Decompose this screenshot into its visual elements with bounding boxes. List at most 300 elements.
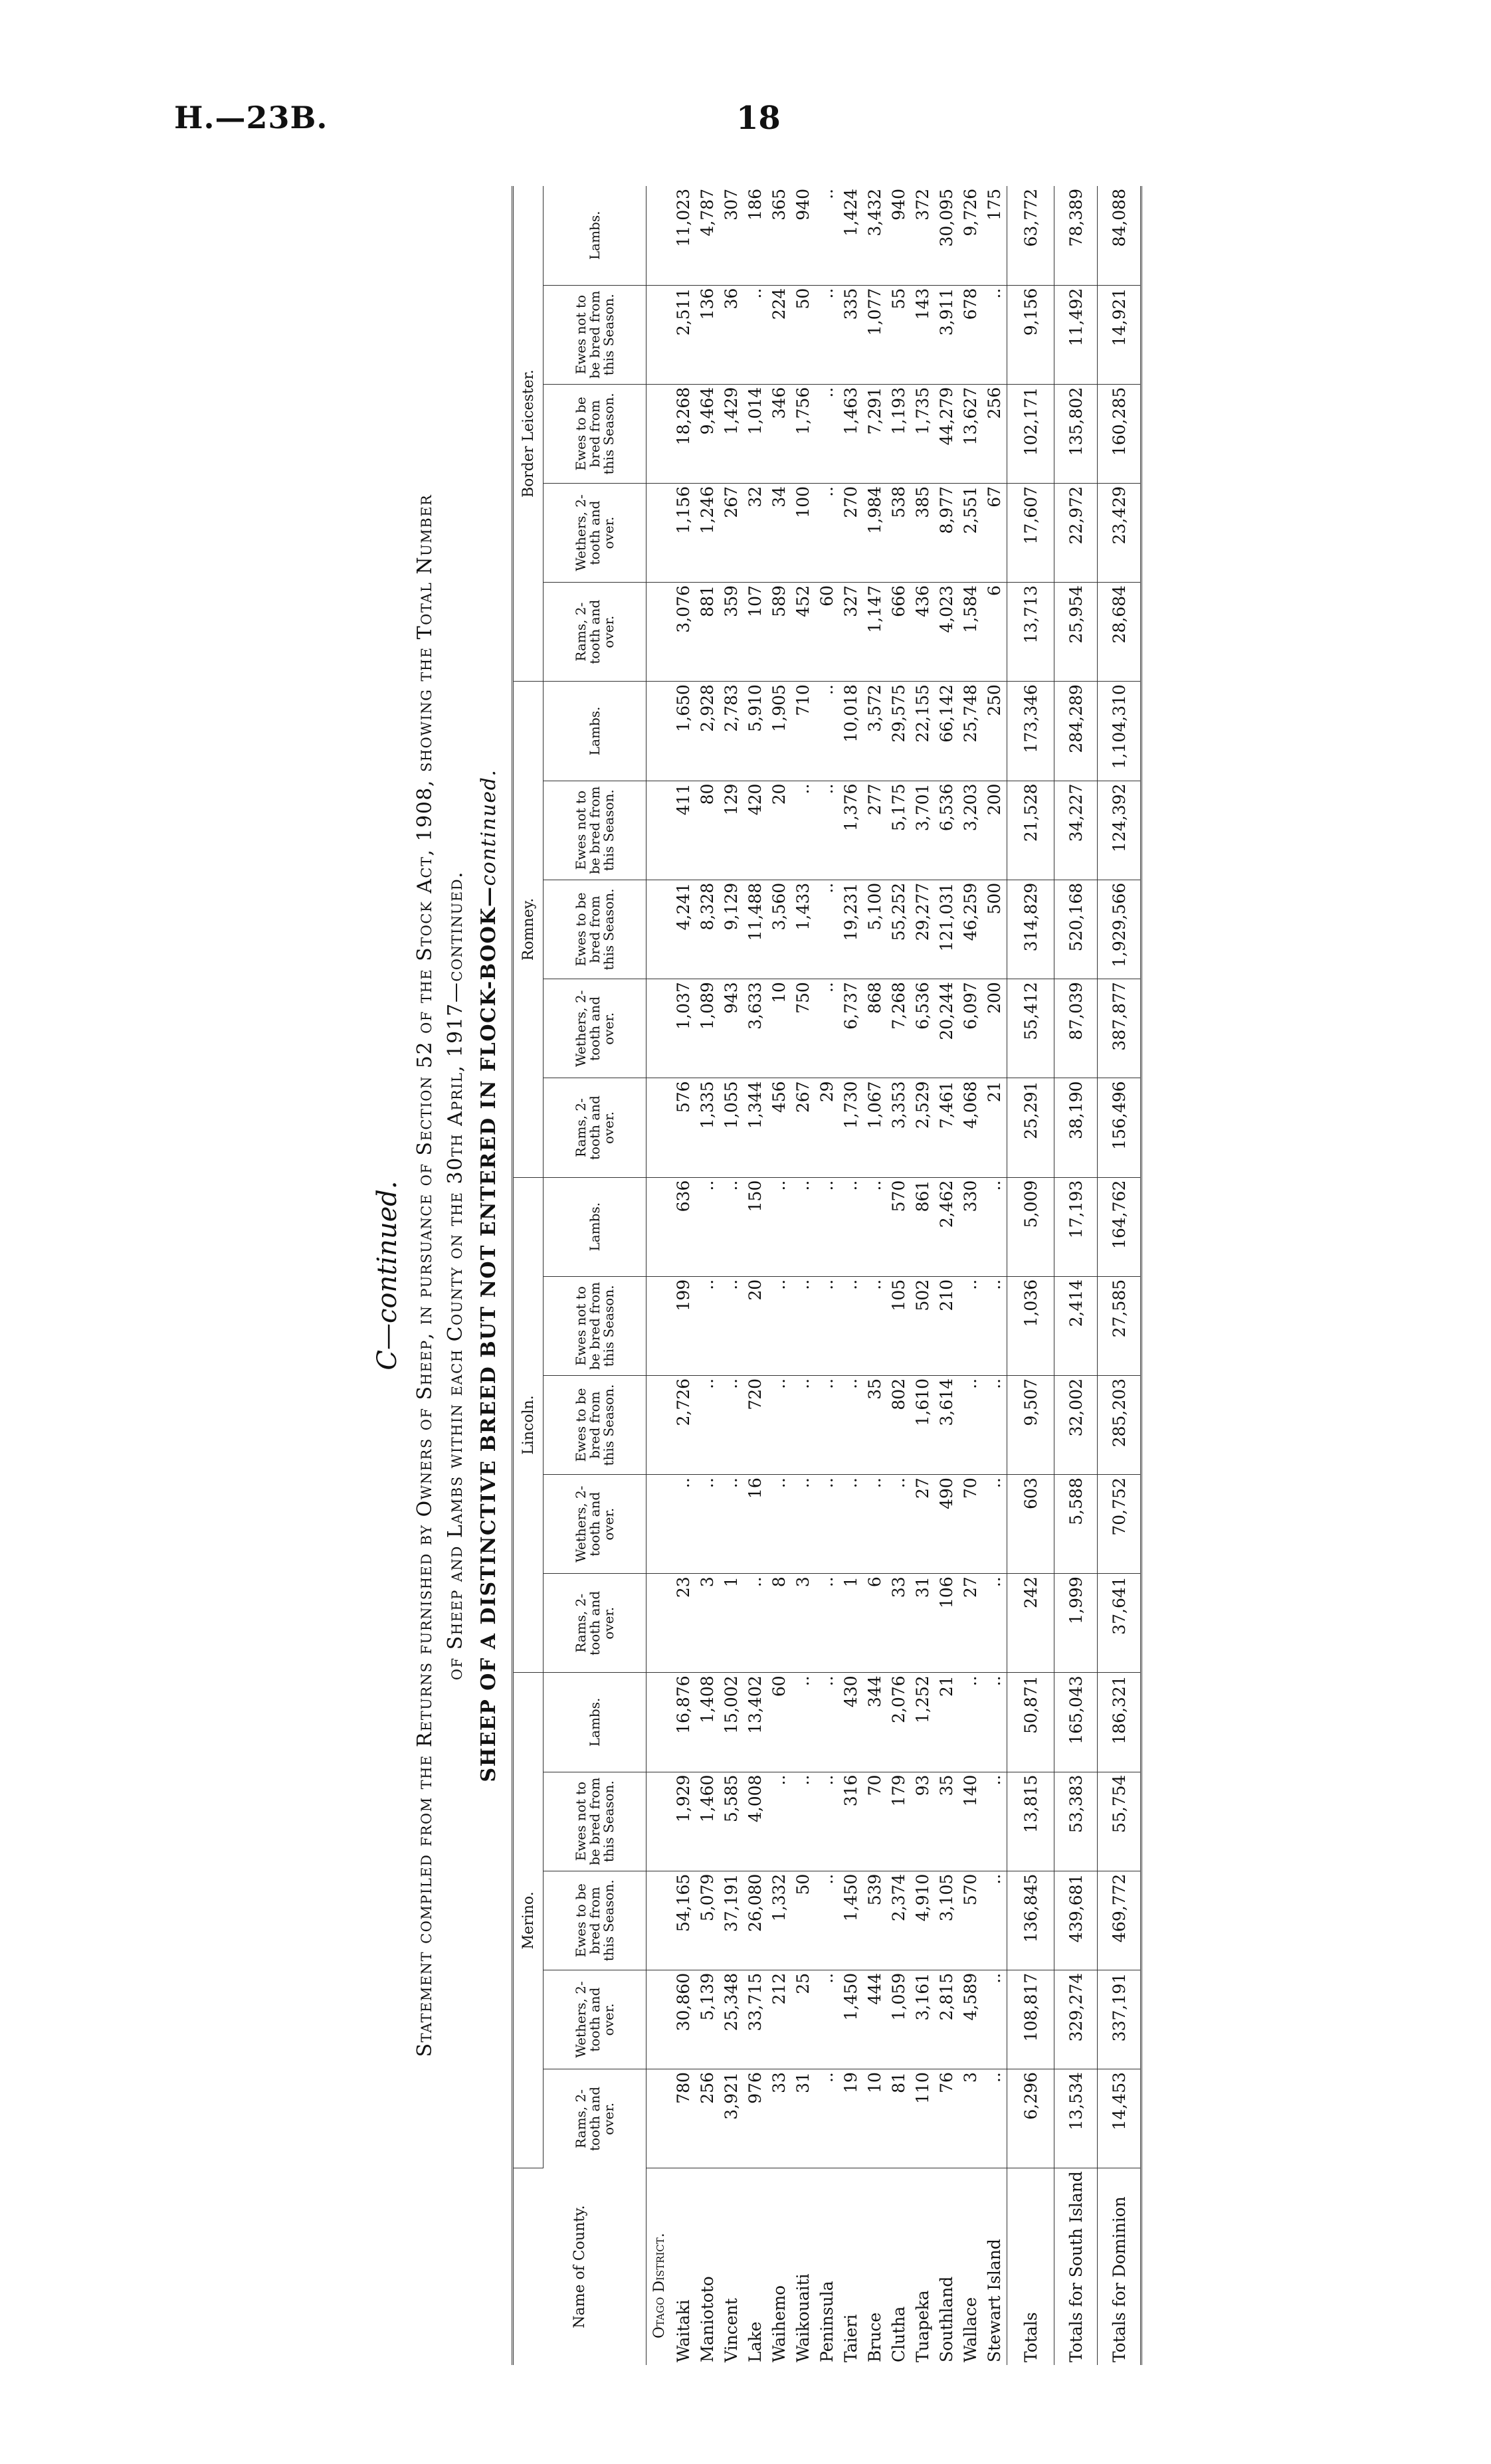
table-cell: 1,147: [863, 583, 887, 682]
table-cell: ..: [815, 1276, 839, 1375]
table-cell: 1,376: [839, 781, 863, 880]
table-cell: 55,754: [1098, 1772, 1142, 1871]
table-cell: 337,191: [1098, 1970, 1142, 2069]
table-cell: ..: [767, 1375, 791, 1474]
table-cell: 750: [791, 979, 815, 1078]
table-subheading-text: SHEEP OF A DISTINCTIVE BREED BUT NOT ENTERED IN FLOCK-BOOK—: [477, 886, 500, 1782]
table-cell: 9,464: [696, 384, 720, 483]
table-cell: 267: [720, 483, 744, 582]
county-name: Totals for Dominion: [1098, 2168, 1142, 2365]
county-name: Maniototo: [698, 2276, 717, 2362]
table-cell: 2,928: [696, 682, 720, 781]
table-cell: 186: [744, 186, 767, 285]
table-cell: 13,627: [959, 384, 983, 483]
table-cell: 1: [720, 1574, 744, 1673]
county-name: Wallace: [961, 2297, 980, 2362]
table-cell: 6: [863, 1574, 887, 1673]
table-cell: 81: [887, 2069, 911, 2168]
subcolumn-header: Rams, 2-tooth and over.: [544, 583, 646, 682]
table-cell: 539: [863, 1871, 887, 1970]
table-cell: 1,905: [767, 682, 791, 781]
table-cell: 2,783: [720, 682, 744, 781]
table-cell: 30,095: [935, 186, 959, 285]
table-cell: 50: [791, 285, 815, 384]
table-cell: 1,037: [672, 979, 696, 1078]
table-cell: 3: [959, 2069, 983, 2168]
table-cell: [646, 384, 672, 483]
table-cell: 121,031: [935, 880, 959, 979]
table-cell: 365: [767, 186, 791, 285]
table-row: [696, 186, 720, 2365]
subcolumn-header: Ewes not to be bred from this Season.: [544, 781, 646, 880]
table-cell: ..: [983, 1375, 1007, 1474]
table-cell: 26,080: [744, 1871, 767, 1970]
table-cell: [646, 2069, 672, 2168]
table-cell: 3,353: [887, 1078, 911, 1177]
table-cell: 1,450: [839, 1970, 863, 2069]
table-cell: ..: [839, 1177, 863, 1276]
table-cell: 5,100: [863, 880, 887, 979]
page-number: 18: [736, 100, 781, 137]
table-cell: 20,244: [935, 979, 959, 1078]
sheep-statistics-table: [512, 186, 1142, 2365]
county-name: Peninsula: [817, 2281, 837, 2362]
table-cell: 60: [815, 583, 839, 682]
table-cell: 1: [839, 1574, 863, 1673]
county-name: Lake: [746, 2321, 765, 2362]
table-cell: 1,999: [1054, 1574, 1098, 1673]
table-cell: 1,193: [887, 384, 911, 483]
table-cell: 46,259: [959, 880, 983, 979]
table-cell: 27,585: [1098, 1276, 1142, 1375]
table-cell: 1,756: [791, 384, 815, 483]
table-cell: ..: [815, 1375, 839, 1474]
table-cell: 1,089: [696, 979, 720, 1078]
subcolumn-header: Ewes to be bred from this Season.: [544, 880, 646, 979]
table-cell: 70: [863, 1772, 887, 1871]
table-cell: 359: [720, 583, 744, 682]
table-cell: 6,737: [839, 979, 863, 1078]
table-cell: 1,460: [696, 1772, 720, 1871]
table-cell: 4,068: [959, 1078, 983, 1177]
table-cell: 20: [767, 781, 791, 880]
table-cell: ..: [696, 1475, 720, 1574]
table-cell: 444: [863, 1970, 887, 2069]
table-cell: 200: [983, 781, 1007, 880]
table-cell: 372: [911, 186, 935, 285]
table-cell: 436: [911, 583, 935, 682]
subcolumn-header: Lambs.: [544, 186, 646, 285]
table-cell: 2,726: [672, 1375, 696, 1474]
subcolumn-header: Lambs.: [544, 1673, 646, 1772]
table-cell: 2,511: [672, 285, 696, 384]
rotated-statement: [372, 186, 1302, 2365]
table-cell: 3,076: [672, 583, 696, 682]
table-cell: 53,383: [1054, 1772, 1098, 1871]
table-cell: [646, 1177, 672, 1276]
table-cell: 8,977: [935, 483, 959, 582]
table-cell: 35: [935, 1772, 959, 1871]
county-name: Clutha: [889, 2306, 908, 2362]
breed-header-romney: Romney.: [513, 682, 544, 1177]
table-cell: ..: [720, 1375, 744, 1474]
table-cell: ..: [815, 1970, 839, 2069]
subcolumn-header: Lambs.: [544, 682, 646, 781]
table-cell: ..: [863, 1475, 887, 1574]
table-cell: ..: [791, 1177, 815, 1276]
subcolumn-header: Rams, 2-tooth and over.: [544, 1078, 646, 1177]
table-cell: [646, 1375, 672, 1474]
table-cell: 199: [672, 1276, 696, 1375]
table-cell: 1,730: [839, 1078, 863, 1177]
table-cell: 456: [767, 1078, 791, 1177]
table-cell: 1,984: [863, 483, 887, 582]
table-row: [744, 186, 767, 2365]
table-cell: ..: [887, 1475, 911, 1574]
table-cell: 16: [744, 1475, 767, 1574]
table-cell: 20: [744, 1276, 767, 1375]
table-cell: 589: [767, 583, 791, 682]
table-cell: 50: [791, 1871, 815, 1970]
table-cell: 36: [720, 285, 744, 384]
table-cell: 2,414: [1054, 1276, 1098, 1375]
table-cell: ..: [815, 186, 839, 285]
table-cell: 66,142: [935, 682, 959, 781]
table-cell: 346: [767, 384, 791, 483]
table-cell: 1,735: [911, 384, 935, 483]
table-cell: 25,291: [1007, 1078, 1054, 1177]
table-cell: ..: [720, 1177, 744, 1276]
county-name: Taieri: [841, 2314, 860, 2362]
table-cell: ..: [983, 1772, 1007, 1871]
table-cell: 1,077: [863, 285, 887, 384]
table-cell: 1,344: [744, 1078, 767, 1177]
table-cell: ..: [767, 1475, 791, 1574]
table-cell: ..: [983, 1475, 1007, 1574]
table-cell: 136,845: [1007, 1871, 1054, 1970]
table-cell: 27: [959, 1574, 983, 1673]
table-row: [815, 186, 839, 2365]
county-name: Tuapeka: [913, 2290, 932, 2362]
table-cell: ..: [815, 1673, 839, 1772]
county-column-header: Name of County.: [513, 2168, 646, 2365]
table-cell: 129: [720, 781, 744, 880]
table-cell: ..: [744, 285, 767, 384]
table-cell: 8,328: [696, 880, 720, 979]
table-subheading-suffix: continued.: [477, 769, 500, 886]
breed-header-lincoln: Lincoln.: [513, 1177, 544, 1673]
table-cell: 330: [959, 1177, 983, 1276]
table-cell: ..: [720, 1475, 744, 1574]
table-cell: 780: [672, 2069, 696, 2168]
table-row: [959, 186, 983, 2365]
table-cell: 37,191: [720, 1871, 744, 1970]
table-cell: 18,268: [672, 384, 696, 483]
table-cell: 452: [791, 583, 815, 682]
table-cell: 22,972: [1054, 483, 1098, 582]
table-cell: 7,291: [863, 384, 887, 483]
table-cell: [646, 1475, 672, 1574]
county-name: Bruce: [865, 2312, 884, 2362]
table-cell: 11,023: [672, 186, 696, 285]
table-cell: 4,787: [696, 186, 720, 285]
table-row: [911, 186, 935, 2365]
table-cell: ..: [863, 1177, 887, 1276]
statement-heading-line2: of Sheep and Lambs within each County on the 30th April, 1917—continued.: [444, 870, 467, 1681]
county-name: Stewart Island: [985, 2239, 1004, 2362]
table-cell: 25,954: [1054, 583, 1098, 682]
subcolumn-header: Ewes to be bred from this Season.: [544, 384, 646, 483]
table-cell: 38,190: [1054, 1078, 1098, 1177]
table-cell: 570: [959, 1871, 983, 1970]
table-cell: ..: [839, 1375, 863, 1474]
table-cell: ..: [815, 1871, 839, 1970]
table-cell: 267: [791, 1078, 815, 1177]
table-cell: 500: [983, 880, 1007, 979]
table-cell: 6,097: [959, 979, 983, 1078]
table-cell: [646, 1772, 672, 1871]
table-cell: ..: [791, 781, 815, 880]
table-cell: 250: [983, 682, 1007, 781]
table-cell: 108,817: [1007, 1970, 1054, 2069]
table-cell: 10: [863, 2069, 887, 2168]
table-cell: ..: [983, 1970, 1007, 2069]
table-cell: ..: [696, 1177, 720, 1276]
table-row: [935, 186, 959, 2365]
table-cell: 30,860: [672, 1970, 696, 2069]
table-cell: 1,055: [720, 1078, 744, 1177]
table-cell: 5,585: [720, 1772, 744, 1871]
table-cell: 666: [887, 583, 911, 682]
subcolumn-header: Wethers, 2-tooth and over.: [544, 1970, 646, 2069]
subcolumn-header: Wethers, 2-tooth and over.: [544, 1475, 646, 1574]
table-row: [887, 186, 911, 2365]
table-cell: 135,802: [1054, 384, 1098, 483]
table-cell: 15,002: [720, 1673, 744, 1772]
county-name: Waikouaiti: [793, 2273, 813, 2362]
section-title: C—continued.: [372, 1181, 403, 1371]
table-cell: 4,589: [959, 1970, 983, 2069]
table-cell: 100: [791, 483, 815, 582]
subheader-row: [544, 186, 646, 2365]
table-cell: 720: [744, 1375, 767, 1474]
table-cell: 29,575: [887, 682, 911, 781]
table-cell: 44,279: [935, 384, 959, 483]
table-cell: 55,252: [887, 880, 911, 979]
table-cell: 3,105: [935, 1871, 959, 1970]
subcolumn-header: Ewes not to be bred from this Season.: [544, 1772, 646, 1871]
table-cell: ..: [959, 1375, 983, 1474]
table-cell: 277: [863, 781, 887, 880]
table-cell: 4,910: [911, 1871, 935, 1970]
table-cell: [646, 880, 672, 979]
table-cell: 150: [744, 1177, 767, 1276]
table-cell: ..: [983, 1574, 1007, 1673]
table-cell: 385: [911, 483, 935, 582]
table-cell: 1,463: [839, 384, 863, 483]
table-cell: 165,043: [1054, 1673, 1098, 1772]
table-cell: 570: [887, 1177, 911, 1276]
table-cell: 603: [1007, 1475, 1054, 1574]
table-row: [767, 186, 791, 2365]
table-cell: 9,507: [1007, 1375, 1054, 1474]
table-cell: 1,335: [696, 1078, 720, 1177]
totals-dominion-row: [1098, 186, 1142, 2365]
table-cell: 84,088: [1098, 186, 1142, 285]
table-cell: ..: [767, 1276, 791, 1375]
table-cell: 93: [911, 1772, 935, 1871]
table-cell: 140: [959, 1772, 983, 1871]
table-cell: ..: [672, 1475, 696, 1574]
table-cell: 1,408: [696, 1673, 720, 1772]
table-cell: 19: [839, 2069, 863, 2168]
table-cell: 1,929: [672, 1772, 696, 1871]
table-cell: 16,876: [672, 1673, 696, 1772]
table-cell: 387,877: [1098, 979, 1142, 1078]
totals-row: [1007, 186, 1054, 2365]
table-cell: 256: [983, 384, 1007, 483]
table-cell: 7,268: [887, 979, 911, 1078]
table-cell: 14,453: [1098, 2069, 1142, 2168]
table-cell: 6,536: [911, 979, 935, 1078]
table-cell: ..: [815, 880, 839, 979]
table-cell: 210: [935, 1276, 959, 1375]
subcolumn-header: Ewes to be bred from this Season.: [544, 1375, 646, 1474]
table-cell: ..: [791, 1276, 815, 1375]
table-cell: 1,059: [887, 1970, 911, 2069]
table-cell: 1,246: [696, 483, 720, 582]
table-cell: 21,528: [1007, 781, 1054, 880]
district-label: Otago District.: [650, 2233, 668, 2338]
table-cell: 9,129: [720, 880, 744, 979]
table-cell: 80: [696, 781, 720, 880]
table-cell: 67: [983, 483, 1007, 582]
table-cell: 256: [696, 2069, 720, 2168]
table-cell: 1,332: [767, 1871, 791, 1970]
table-cell: 212: [767, 1970, 791, 2069]
table-cell: 5,175: [887, 781, 911, 880]
table-cell: ..: [696, 1375, 720, 1474]
table-cell: 5,139: [696, 1970, 720, 2069]
table-cell: ..: [983, 1871, 1007, 1970]
table-cell: 33: [767, 2069, 791, 2168]
table-cell: 1,610: [911, 1375, 935, 1474]
table-cell: 8: [767, 1574, 791, 1673]
table-cell: 2,462: [935, 1177, 959, 1276]
table-cell: ..: [767, 1177, 791, 1276]
table-cell: 21: [983, 1078, 1007, 1177]
table-cell: 1,429: [720, 384, 744, 483]
table-cell: 335: [839, 285, 863, 384]
subcolumn-header: Wethers, 2-tooth and over.: [544, 483, 646, 582]
table-cell: 22,155: [911, 682, 935, 781]
table-cell: 5,079: [696, 1871, 720, 1970]
table-cell: ..: [744, 1574, 767, 1673]
table-cell: ..: [791, 1475, 815, 1574]
table-cell: 576: [672, 1078, 696, 1177]
table-cell: 33: [887, 1574, 911, 1673]
table-cell: 54,165: [672, 1871, 696, 1970]
table-cell: 63,772: [1007, 186, 1054, 285]
table-cell: 35: [863, 1375, 887, 1474]
county-name: Waitaki: [674, 2299, 693, 2362]
table-cell: 105: [887, 1276, 911, 1375]
county-name: Totals: [1007, 2168, 1054, 2365]
table-cell: 17,607: [1007, 483, 1054, 582]
table-cell: 34: [767, 483, 791, 582]
table-cell: 124,392: [1098, 781, 1142, 880]
table-cell: 502: [911, 1276, 935, 1375]
table-cell: [646, 483, 672, 582]
table-cell: 3,432: [863, 186, 887, 285]
table-cell: ..: [983, 285, 1007, 384]
subcolumn-header: Ewes not to be bred from this Season.: [544, 1276, 646, 1375]
table-cell: ..: [815, 1177, 839, 1276]
table-cell: 285,203: [1098, 1375, 1142, 1474]
district-row: [646, 186, 672, 2365]
table-cell: 469,772: [1098, 1871, 1142, 1970]
breed-header-merino: Merino.: [513, 1673, 544, 2168]
table-cell: 11,488: [744, 880, 767, 979]
table-cell: ..: [815, 285, 839, 384]
table-cell: 314,829: [1007, 880, 1054, 979]
table-cell: 32,002: [1054, 1375, 1098, 1474]
table-cell: 329,274: [1054, 1970, 1098, 2069]
table-cell: 13,402: [744, 1673, 767, 1772]
table-cell: 940: [887, 186, 911, 285]
table-cell: 520,168: [1054, 880, 1098, 979]
table-cell: [646, 979, 672, 1078]
table-cell: 70: [959, 1475, 983, 1574]
table-cell: ..: [863, 1276, 887, 1375]
table-cell: 107: [744, 583, 767, 682]
table-cell: 1,156: [672, 483, 696, 582]
table-cell: 87,039: [1054, 979, 1098, 1078]
table-cell: 31: [791, 2069, 815, 2168]
table-cell: [646, 781, 672, 880]
table-cell: ..: [767, 1772, 791, 1871]
table-subheading: [477, 186, 500, 2365]
table-cell: 3: [696, 1574, 720, 1673]
table-cell: 143: [911, 285, 935, 384]
table-cell: ..: [815, 979, 839, 1078]
table-cell: 6,296: [1007, 2069, 1054, 2168]
table-cell: ..: [815, 384, 839, 483]
table-cell: 3,701: [911, 781, 935, 880]
table-row: [791, 186, 815, 2365]
table-cell: 2,529: [911, 1078, 935, 1177]
table-body: [646, 186, 1142, 2365]
table-cell: 10,018: [839, 682, 863, 781]
table-cell: 25,348: [720, 1970, 744, 2069]
table-cell: 11,492: [1054, 285, 1098, 384]
table-cell: 7,461: [935, 1078, 959, 1177]
subcolumn-header: Lambs.: [544, 1177, 646, 1276]
table-cell: 31: [911, 1574, 935, 1673]
table-cell: ..: [791, 1375, 815, 1474]
table-cell: 881: [696, 583, 720, 682]
table-cell: 439,681: [1054, 1871, 1098, 1970]
table-cell: [646, 1574, 672, 1673]
table-cell: [646, 682, 672, 781]
table-cell: 1,036: [1007, 1276, 1054, 1375]
table-cell: 344: [863, 1673, 887, 1772]
table-cell: [646, 1078, 672, 1177]
table-cell: 78,389: [1054, 186, 1098, 285]
table-cell: 55,412: [1007, 979, 1054, 1078]
table-cell: 200: [983, 979, 1007, 1078]
table-cell: 37,641: [1098, 1574, 1142, 1673]
